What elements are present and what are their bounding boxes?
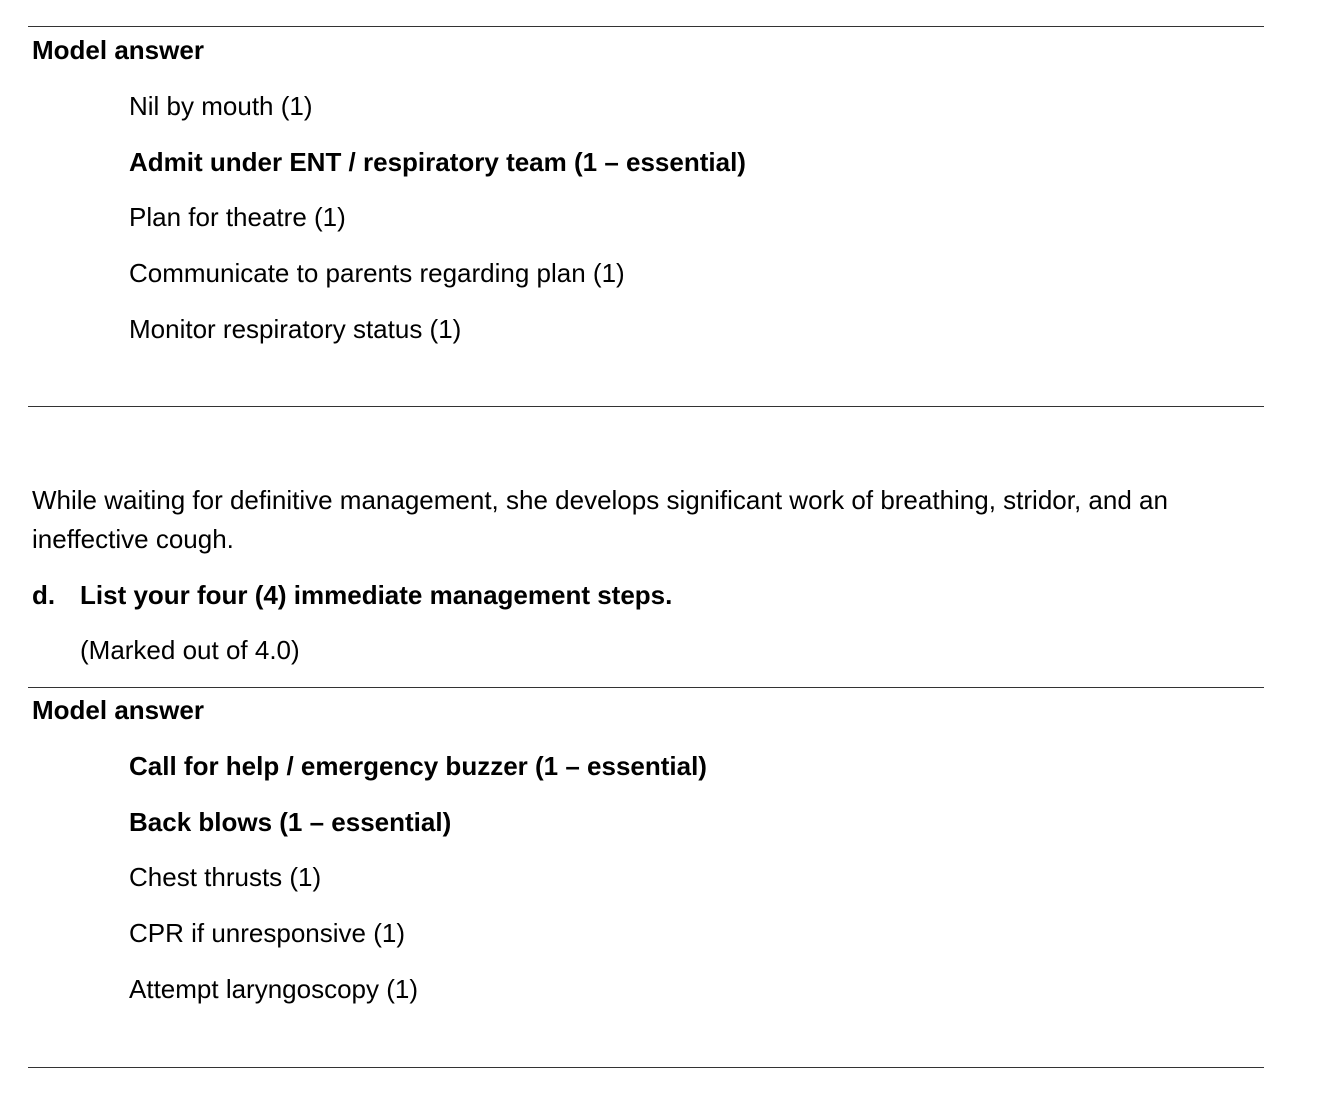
top-divider xyxy=(28,26,1264,27)
answer-item-d-3: Chest thrusts (1) xyxy=(129,862,322,892)
answer-item-d-1: Call for help / emergency buzzer (1 – essential) xyxy=(129,751,707,781)
question-d-marks: (Marked out of 4.0) xyxy=(80,635,300,665)
model-answer-heading-c: Model answer xyxy=(32,35,204,65)
question-d-text: List your four (4) immediate management steps. xyxy=(80,580,673,610)
question-d-label: d. xyxy=(32,580,56,610)
answer-item-c-4: Communicate to parents regarding plan (1) xyxy=(129,258,625,288)
answer-item-c-3: Plan for theatre (1) xyxy=(129,202,346,232)
model-answer-heading-d: Model answer xyxy=(32,695,204,725)
scenario-paragraph: While waiting for definitive management, she develops significant work of breathing, stridor, and an ineffective cough. xyxy=(32,485,1168,554)
section-c-end-divider xyxy=(28,406,1264,407)
section-d-start-divider xyxy=(28,687,1264,688)
bottom-divider xyxy=(28,1067,1264,1068)
answer-item-d-5: Attempt laryngoscopy (1) xyxy=(129,974,419,1004)
answer-item-c-5: Monitor respiratory status (1) xyxy=(129,314,462,344)
answer-item-c-2: Admit under ENT / respiratory team (1 – essential) xyxy=(129,147,746,177)
answer-item-d-2: Back blows (1 – essential) xyxy=(129,807,452,837)
answer-item-d-4: CPR if unresponsive (1) xyxy=(129,918,405,948)
answer-item-c-1: Nil by mouth (1) xyxy=(129,91,313,121)
